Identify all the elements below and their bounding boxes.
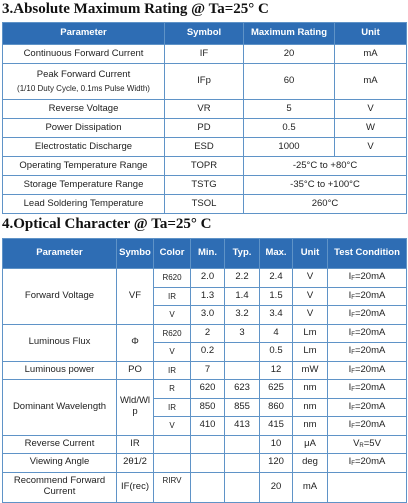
cell-unit: Lm [293, 324, 328, 343]
cell-unit: W [335, 119, 407, 138]
cell-min: 1.3 [191, 287, 225, 306]
table-row [3, 176, 407, 195]
col-header-max-rating: Maximum Rating [244, 23, 335, 45]
table-row [3, 119, 407, 138]
cell-unit: nm [293, 380, 328, 399]
cell-typ: 1.4 [225, 287, 260, 306]
cond-sub: F [351, 294, 355, 301]
cell-param: Continuous Forward Current [3, 45, 165, 64]
cond-value: =20mA [354, 400, 386, 412]
cell-unit: V [335, 138, 407, 157]
cell-min [191, 435, 225, 454]
cell-min: 0.2 [191, 343, 225, 362]
cell-color: R620 [154, 324, 191, 343]
cond-sub: F [351, 387, 355, 394]
cell-condition [328, 269, 407, 288]
cell-unit: mA [335, 45, 407, 64]
cell-symbol: VF [117, 269, 154, 325]
cond-sub: F [351, 368, 355, 375]
cell-max: 3.4 [260, 306, 293, 325]
cell-typ: 413 [225, 417, 260, 436]
cell-color: V [154, 343, 191, 362]
table-row [3, 45, 407, 64]
cell-param: Lead Soldering Temperature [3, 195, 165, 214]
table-row [3, 361, 407, 380]
cell-param: Viewing Angle [3, 454, 117, 473]
cell-unit: V [335, 100, 407, 119]
cell-condition [328, 361, 407, 380]
cond-prefix: I [348, 363, 352, 375]
cell-unit: V [293, 306, 328, 325]
col-header-min: Min. [191, 239, 225, 269]
cell-condition [328, 380, 407, 399]
cell-param: Dominant Wavelength [3, 380, 117, 436]
table-row [3, 64, 407, 100]
table-row [3, 472, 407, 502]
cell-param: Reverse Voltage [3, 100, 165, 119]
col-header-color: Color [154, 239, 191, 269]
cond-value: =20mA [354, 326, 386, 338]
cell-max: 625 [260, 380, 293, 399]
cell-min: 3.0 [191, 306, 225, 325]
table-row [3, 157, 407, 176]
cell-max: 860 [260, 398, 293, 417]
cond-value: =20mA [354, 345, 386, 357]
cond-value: =20mA [354, 456, 386, 468]
col-header-max: Max. [260, 239, 293, 269]
cell-typ [225, 361, 260, 380]
cell-condition [328, 417, 407, 436]
col-header-typ: Typ. [225, 239, 260, 269]
cell-max: 415 [260, 417, 293, 436]
cell-color: V [154, 417, 191, 436]
cond-sub: F [351, 461, 355, 468]
cell-unit: Lm [293, 343, 328, 362]
cell-symbol: ESD [165, 138, 244, 157]
cell-max: 2.4 [260, 269, 293, 288]
col-header-unit: Unit [335, 23, 407, 45]
cell-symbol: IFp [165, 64, 244, 100]
cell-param: Luminous power [3, 361, 117, 380]
col-header-parameter: Parameter [3, 239, 117, 269]
cell-color: R620 [154, 269, 191, 288]
cond-prefix: I [348, 326, 352, 338]
cell-max: 120 [260, 454, 293, 473]
cell-color: IR [154, 287, 191, 306]
cell-rating: 260°C [244, 195, 407, 214]
cell-symbol: IF [165, 45, 244, 64]
cell-symbol-line1: Wld/Wl [119, 395, 151, 407]
cond-value: =20mA [354, 363, 386, 375]
cond-prefix: I [348, 456, 352, 468]
cell-param-line2: Current [43, 486, 76, 497]
cell-rating: -25°C to +80°C [244, 157, 407, 176]
cell-min [191, 472, 225, 502]
table-row [3, 324, 407, 343]
cell-param: Reverse Current [3, 435, 117, 454]
cell-color [154, 435, 191, 454]
cond-sub: F [351, 424, 355, 431]
cell-color: V [154, 306, 191, 325]
cell-unit: μA [293, 435, 328, 454]
cell-min: 7 [191, 361, 225, 380]
cell-typ [225, 343, 260, 362]
cell-typ [225, 472, 260, 502]
cell-condition [328, 324, 407, 343]
cond-prefix: V [353, 437, 360, 449]
cond-value: =20mA [354, 308, 386, 320]
cond-prefix: I [348, 308, 352, 320]
col-header-parameter: Parameter [3, 23, 165, 45]
cell-max: 10 [260, 435, 293, 454]
cond-prefix: I [348, 289, 352, 301]
cell-typ: 2.2 [225, 269, 260, 288]
cell-color: IR [154, 398, 191, 417]
cell-symbol: TSTG [165, 176, 244, 195]
cell-min: 620 [191, 380, 225, 399]
cell-param [3, 472, 117, 502]
cell-color [154, 454, 191, 473]
cell-param: Electrostatic Discharge [3, 138, 165, 157]
cell-max: 0.5 [260, 343, 293, 362]
cond-value: =20mA [354, 382, 386, 394]
cell-symbol: TSOL [165, 195, 244, 214]
cond-value: =20mA [354, 271, 386, 283]
cell-condition [328, 306, 407, 325]
cell-param-line1: Recommend Forward [13, 475, 106, 487]
cell-param: Power Dissipation [3, 119, 165, 138]
table-row [3, 454, 407, 473]
cell-condition [328, 472, 407, 502]
cell-symbol: PO [117, 361, 154, 380]
cell-rating: 60 [244, 64, 335, 100]
cell-max: 1.5 [260, 287, 293, 306]
section-title-optical: 4.Optical Character @ Ta=25° C [2, 216, 212, 232]
cond-prefix: I [348, 400, 352, 412]
col-header-unit: Unit [293, 239, 328, 269]
cell-unit: mW [293, 361, 328, 380]
cell-symbol: Φ [117, 324, 154, 361]
cond-prefix: I [348, 271, 352, 283]
cell-condition [328, 343, 407, 362]
cell-symbol: IR [117, 435, 154, 454]
cond-prefix: I [348, 382, 352, 394]
cell-max: 20 [260, 472, 293, 502]
cell-typ [225, 454, 260, 473]
cell-param-note: (1/10 Duty Cycle, 0.1ms Pulse Width) [17, 83, 150, 93]
table-row [3, 269, 407, 288]
cell-param-line1: Peak Forward Current [36, 68, 131, 80]
section-title-absolute-max: 3.Absolute Maximum Rating @ Ta=25° C [2, 1, 269, 17]
cell-min: 2.0 [191, 269, 225, 288]
table-row [3, 435, 407, 454]
cell-unit: mA [293, 472, 328, 502]
table-header-row [3, 23, 407, 45]
absolute-max-table [2, 22, 407, 214]
cond-prefix: I [348, 345, 352, 357]
cell-min: 410 [191, 417, 225, 436]
cell-color: IR [154, 361, 191, 380]
cell-condition [328, 435, 407, 454]
cond-value: =5V [363, 437, 381, 449]
cell-unit: deg [293, 454, 328, 473]
cond-prefix: I [348, 419, 352, 431]
cell-rating: 20 [244, 45, 335, 64]
cell-unit: V [293, 269, 328, 288]
cell-rating: -35°C to +100°C [244, 176, 407, 195]
table-row [3, 380, 407, 399]
cell-typ: 3 [225, 324, 260, 343]
cell-max: 12 [260, 361, 293, 380]
cell-param: Operating Temperature Range [3, 157, 165, 176]
cond-sub: F [351, 331, 355, 338]
cell-max: 4 [260, 324, 293, 343]
cell-rating: 1000 [244, 138, 335, 157]
table-row [3, 195, 407, 214]
cell-unit: mA [335, 64, 407, 100]
cell-typ: 855 [225, 398, 260, 417]
cell-param: Luminous Flux [3, 324, 117, 361]
col-header-symbol: Symbo [117, 239, 154, 269]
cell-min [191, 454, 225, 473]
table-row [3, 138, 407, 157]
cell-typ: 3.2 [225, 306, 260, 325]
cell-min: 2 [191, 324, 225, 343]
cond-sub: R [359, 442, 364, 449]
cell-condition [328, 398, 407, 417]
cell-color: RIRV [154, 472, 191, 502]
cell-unit: nm [293, 417, 328, 436]
cell-symbol-line2: p [132, 406, 138, 418]
cell-unit: V [293, 287, 328, 306]
cell-rating: 5 [244, 100, 335, 119]
cell-symbol: PD [165, 119, 244, 138]
cell-typ [225, 435, 260, 454]
col-header-test-condition: Test Condition [328, 239, 407, 269]
cell-symbol: 2θ1/2 [117, 454, 154, 473]
table-row [3, 100, 407, 119]
cond-sub: F [351, 350, 355, 357]
cell-condition [328, 287, 407, 306]
cell-typ: 623 [225, 380, 260, 399]
cond-value: =20mA [354, 289, 386, 301]
cell-min: 850 [191, 398, 225, 417]
cell-param: Forward Voltage [3, 269, 117, 325]
cell-param [3, 64, 165, 100]
cond-sub: F [351, 313, 355, 320]
col-header-symbol: Symbol [165, 23, 244, 45]
cell-symbol [117, 380, 154, 436]
cell-symbol: TOPR [165, 157, 244, 176]
cell-symbol: IF(rec) [117, 472, 154, 502]
cond-sub: F [351, 276, 355, 283]
cond-value: =20mA [354, 419, 386, 431]
cell-condition [328, 454, 407, 473]
cell-unit: nm [293, 398, 328, 417]
optical-character-table [2, 238, 407, 503]
cond-sub: F [351, 405, 355, 412]
cell-color: R [154, 380, 191, 399]
table-header-row [3, 239, 407, 269]
cell-rating: 0.5 [244, 119, 335, 138]
cell-symbol: VR [165, 100, 244, 119]
cell-param: Storage Temperature Range [3, 176, 165, 195]
